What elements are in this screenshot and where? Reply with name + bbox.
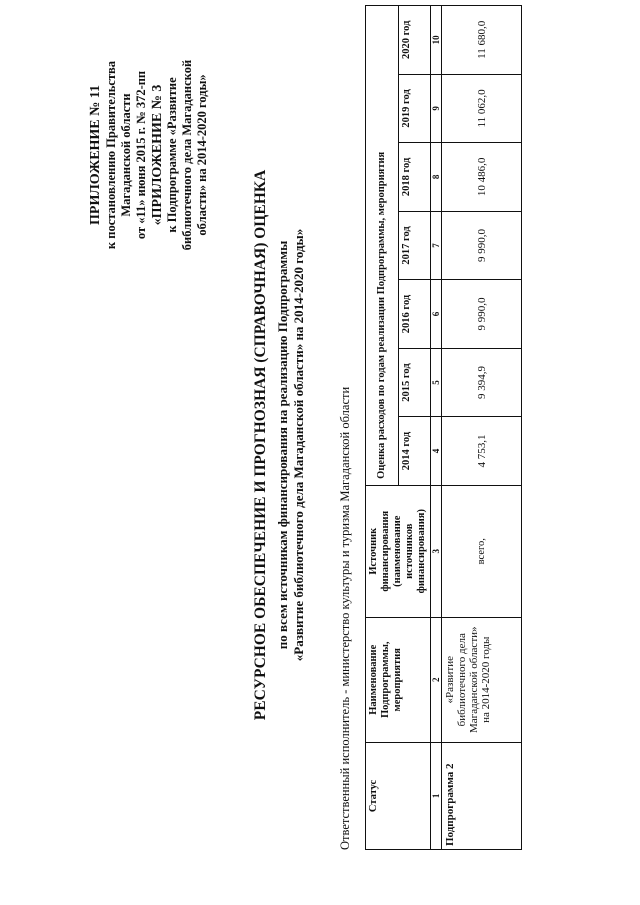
header-year: 2016 год <box>398 280 431 349</box>
row-value: 11 062,0 <box>442 74 522 143</box>
column-number: 2 <box>431 617 442 742</box>
appendix-line: к постановлению Правительства <box>104 60 118 250</box>
header-year: 2019 год <box>398 74 431 143</box>
row-value: 10 486,0 <box>442 143 522 212</box>
column-number: 3 <box>431 485 442 617</box>
document-title: РЕСУРСНОЕ ОБЕСПЕЧЕНИЕ И ПРОГНОЗНАЯ (СПРАВОЧНАЯ) ОЦЕНКА <box>252 169 269 721</box>
row-value: 4 753,1 <box>442 417 522 486</box>
column-number: 10 <box>431 6 442 75</box>
header-name: Наименование Подпрограммы, мероприятия <box>366 617 431 742</box>
column-number: 5 <box>431 348 442 417</box>
column-number: 8 <box>431 143 442 212</box>
column-numbers-row <box>431 6 442 850</box>
header-estimate: Оценка расходов по годам реализации Подпрограммы, мероприятия <box>366 6 399 486</box>
responsible-executor: Ответственный исполнитель - министерство культуры и туризма Магаданской области <box>338 386 352 850</box>
column-number: 6 <box>431 280 442 349</box>
row-value: 11 680,0 <box>442 6 522 75</box>
appendix-heading: ПРИЛОЖЕНИЕ № 11 <box>88 85 103 225</box>
header-year: 2020 год <box>398 6 431 75</box>
appendix-block <box>88 15 149 295</box>
header-year: 2015 год <box>398 348 431 417</box>
resource-table <box>365 5 522 850</box>
appendix-line: Магаданской области <box>119 93 133 217</box>
row-value: 9 990,0 <box>442 280 522 349</box>
subtitle-line: по всем источникам финансирования на реализацию Подпрограммы <box>275 240 290 650</box>
appendix-line: от «11» июня 2015 г. № 372-пп <box>134 70 148 240</box>
appendix-prev-line: к Подпрограмме «Развитие <box>165 77 179 233</box>
subtitle-line: «Развитие библиотечного дела Магаданской области» на 2014-2020 годы» <box>291 228 306 662</box>
appendix-prev-line: области» на 2014-2020 годы» <box>195 74 209 236</box>
row-source: всего, <box>442 485 522 617</box>
row-name: «Развитие библиотечного дела Магаданской области» на 2014-2020 годы <box>442 617 522 742</box>
header-source: Источник финансирования (наименование источников финансирования) <box>366 485 431 617</box>
header-year: 2017 год <box>398 211 431 280</box>
table-row <box>442 6 522 850</box>
header-status: Статус <box>366 742 431 849</box>
column-number: 9 <box>431 74 442 143</box>
column-number: 4 <box>431 417 442 486</box>
row-value: 9 394,9 <box>442 348 522 417</box>
appendix-prev-block <box>150 15 210 295</box>
table-header-row <box>366 6 399 850</box>
appendix-prev-heading: «ПРИЛОЖЕНИЕ № 3 <box>150 84 165 226</box>
appendix-prev-line: библиотечного дела Магаданской <box>180 59 194 251</box>
header-year: 2014 год <box>398 417 431 486</box>
column-number: 7 <box>431 211 442 280</box>
header-year: 2018 год <box>398 143 431 212</box>
row-value: 9 990,0 <box>442 211 522 280</box>
column-number: 1 <box>431 742 442 849</box>
document-subtitle <box>275 45 307 845</box>
row-status: Подпрограмма 2 <box>442 742 522 849</box>
